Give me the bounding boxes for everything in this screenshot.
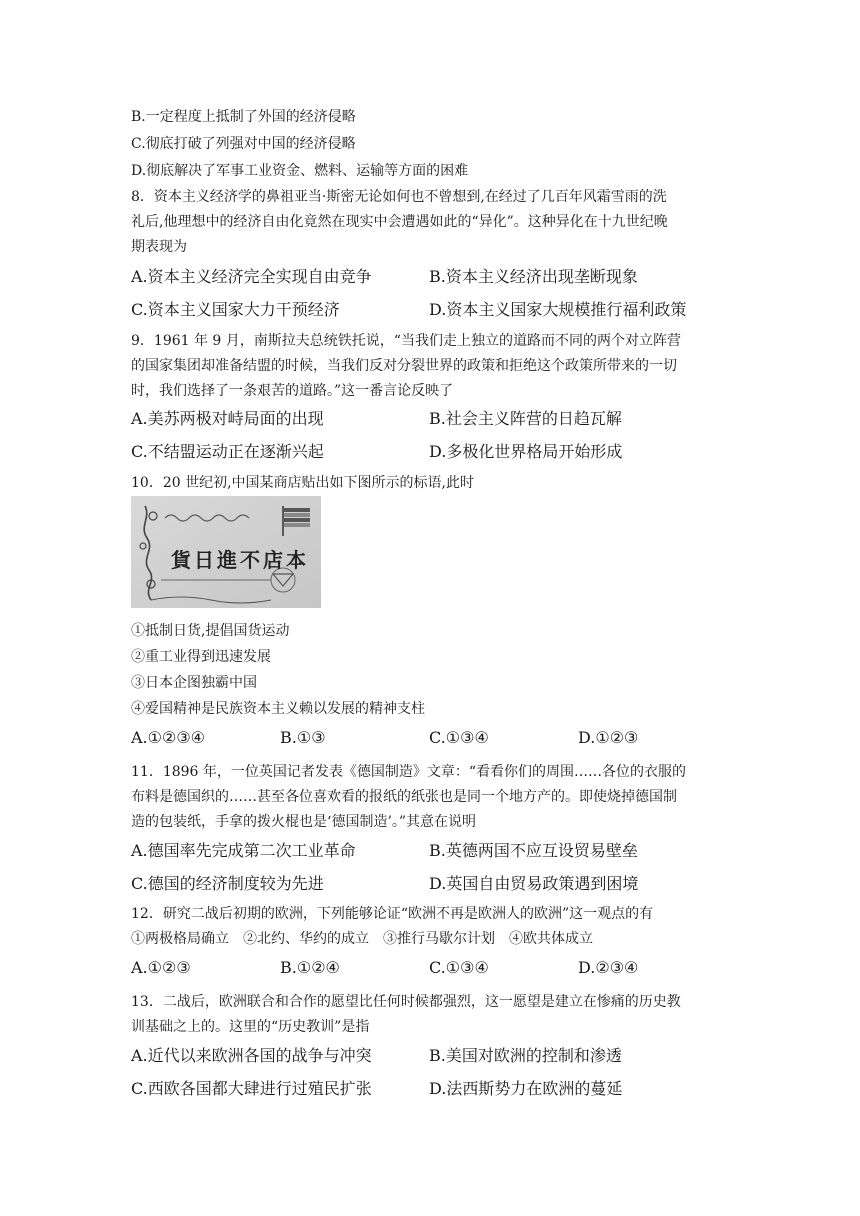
q10-item-2: ②重工业得到迅速发展 xyxy=(131,649,271,665)
q9-option-b: B.社会主义阵营的日趋瓦解 xyxy=(429,409,622,428)
q13-option-b: B.美国对欧洲的控制和渗透 xyxy=(429,1046,622,1065)
q9-option-c: C.不结盟运动正在逐渐兴起 xyxy=(131,442,324,461)
q10-item-4: ④爱国精神是民族资本主义赖以发展的精神支柱 xyxy=(131,701,425,717)
q12-option-b: B.①②④ xyxy=(280,958,340,977)
slogan-photo xyxy=(131,496,321,608)
q8-stem-line-1: 8．资本主义经济学的鼻祖亚当·斯密无论如何也不曾想到,在经过了几百年风霜雪雨的洗 xyxy=(131,189,667,205)
q11-option-b: B.英德两国不应互设贸易壁垒 xyxy=(429,841,638,860)
q13-option-d: D.法西斯势力在欧洲的蔓延 xyxy=(429,1079,623,1098)
q12-stem: 12．研究二战后初期的欧洲，下列能够论证“欧洲不再是欧洲人的欧洲”这一观点的有 xyxy=(131,906,654,922)
q9-option-a: A.美苏两极对峙局面的出现 xyxy=(131,409,324,428)
q10-item-1: ①抵制日货,提倡国货运动 xyxy=(131,623,290,639)
q10-stem: 10．20 世纪初,中国某商店贴出如下图所示的标语,此时 xyxy=(131,475,474,491)
q8-option-d: D.资本主义国家大规模推行福利政策 xyxy=(429,300,687,319)
q11-option-c: C.德国的经济制度较为先进 xyxy=(131,874,324,893)
q12-items: ①两极格局确立 ②北约、华约的成立 ③推行马歇尔计划 ④欧共体成立 xyxy=(131,931,593,947)
q8-stem-line-3: 期表现为 xyxy=(131,239,187,255)
q13-stem-line-2: 训基础之上的。这里的“历史教训”是指 xyxy=(131,1019,370,1035)
q9-stem-line-3: 时，我们选择了一条艰苦的道路。”这一番言论反映了 xyxy=(131,383,454,399)
q10-option-a: A.①②③④ xyxy=(131,728,206,747)
q8-option-c: C.资本主义国家大力干预经济 xyxy=(131,300,340,319)
q12-option-c: C.①③④ xyxy=(429,958,489,977)
q11-stem-line-2: 布料是德国织的……甚至各位喜欢看的报纸的纸张也是同一个地方产的。即使烧掉德国制 xyxy=(131,789,677,805)
q13-stem-line-1: 13．二战后，欧洲联合和合作的愿望比任何时候都强烈，这一愿望是建立在惨痛的历史教 xyxy=(131,994,681,1010)
q11-option-d: D.英国自由贸易政策遇到困境 xyxy=(429,874,639,893)
q11-option-a: A.德国率先完成第二次工业革命 xyxy=(131,841,356,860)
q9-option-d: D.多极化世界格局开始形成 xyxy=(429,442,623,461)
q11-stem-line-1: 11．1896 年，一位英国记者发表《德国制造》文章：“看看你们的周围……各位的衣服的 xyxy=(131,764,687,780)
q10-item-3: ③日本企图独霸中国 xyxy=(131,675,257,691)
q10-option-d: D.①②③ xyxy=(578,728,639,747)
q12-option-a: A.①②③ xyxy=(131,958,191,977)
q8-stem-line-2: 礼后,他理想中的经济自由化竟然在现实中会遭遇如此的“异化”。这种异化在十九世纪晚 xyxy=(131,214,668,230)
q12-option-d: D.②③④ xyxy=(578,958,639,977)
q7-option-b: B.一定程度上抵制了外国的经济侵略 xyxy=(131,109,356,125)
q9-stem-line-1: 9．1961 年 9 月，南斯拉夫总统铁托说，“当我们走上独立的道路而不同的两个对立阵营 xyxy=(131,333,681,349)
q11-stem-line-3: 造的包装纸，手拿的拨火棍也是‘德国制造’。”其意在说明 xyxy=(131,814,477,830)
q9-stem-line-2: 的国家集团却准备结盟的时候，当我们反对分裂世界的政策和拒绝这个政策所带来的一切 xyxy=(131,358,677,374)
slogan-text: 貨日進不店本 xyxy=(171,548,309,572)
q13-option-a: A.近代以来欧洲各国的战争与冲突 xyxy=(131,1046,372,1065)
q10-option-c: C.①③④ xyxy=(429,728,489,747)
q7-option-d: D.彻底解决了军事工业资金、燃料、运输等方面的困难 xyxy=(131,163,469,179)
q10-option-b: B.①③ xyxy=(280,728,326,747)
q7-option-c: C.彻底打破了列强对中国的经济侵略 xyxy=(131,136,356,152)
q13-option-c: C.西欧各国都大肆进行过殖民扩张 xyxy=(131,1079,372,1098)
q8-option-b: B.资本主义经济出现垄断现象 xyxy=(429,267,638,286)
q8-option-a: A.资本主义经济完全实现自由竞争 xyxy=(131,267,372,286)
